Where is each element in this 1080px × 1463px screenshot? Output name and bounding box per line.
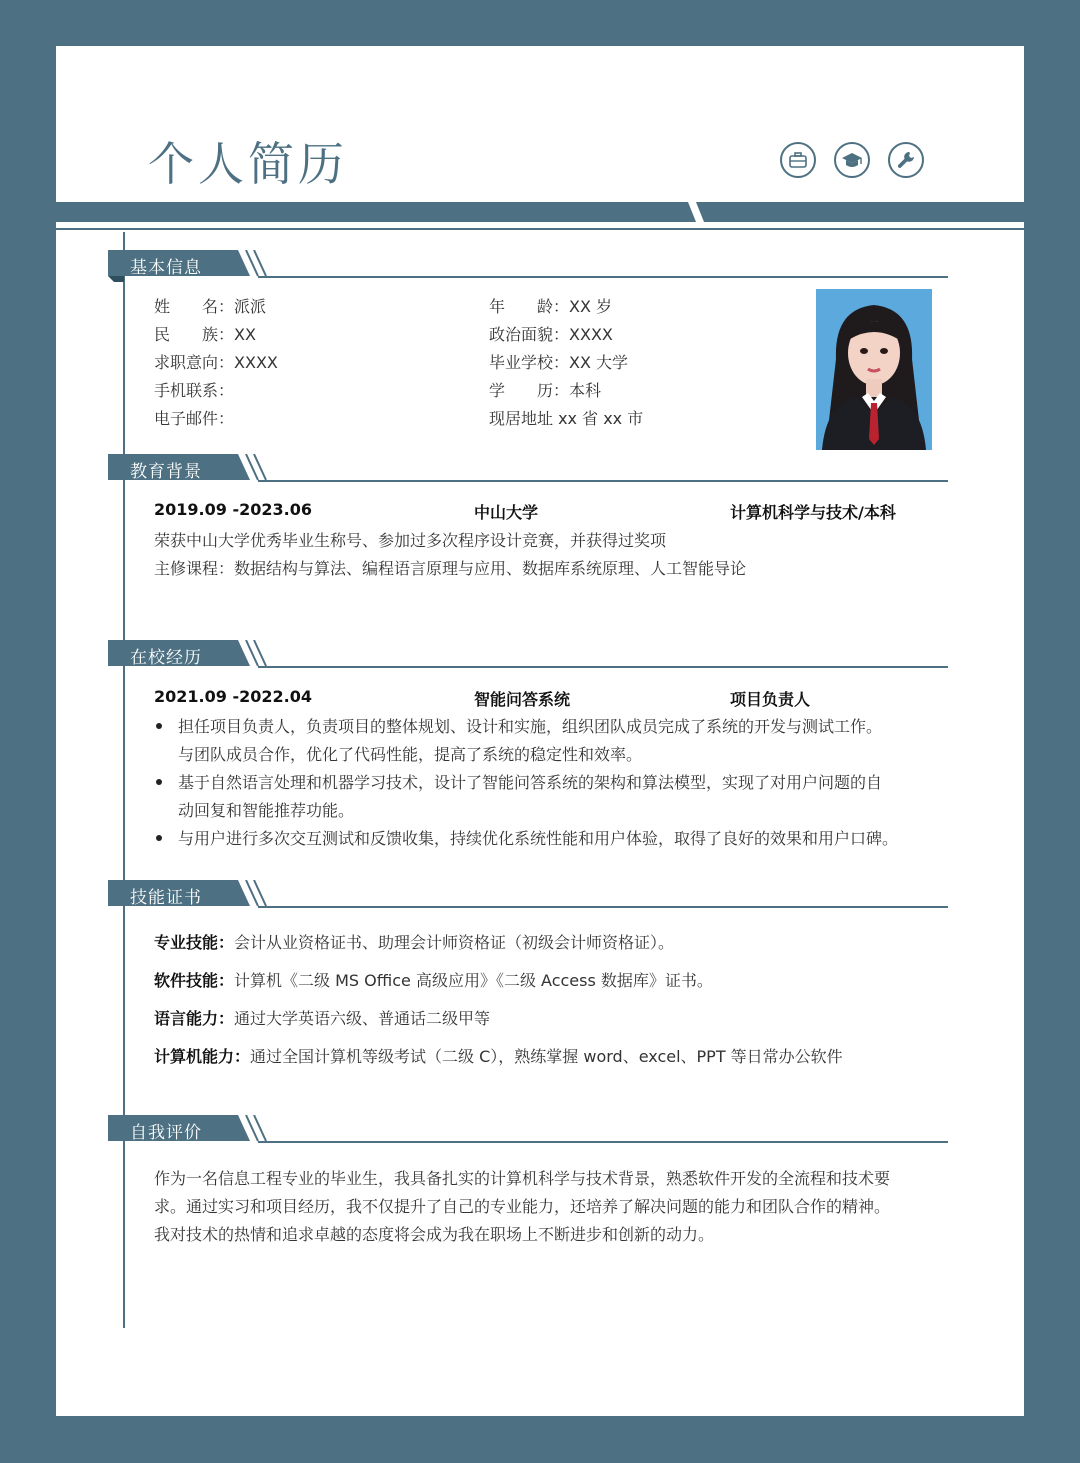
degree-label: 学 历： bbox=[489, 381, 570, 400]
school-row bbox=[489, 350, 628, 373]
section-header-campus bbox=[108, 640, 948, 672]
school-value: XX 大学 bbox=[569, 353, 629, 372]
ethnicity-value: XX bbox=[234, 325, 256, 344]
campus-bullet-2-line-1: 基于自然语言处理和机器学习技术，设计了智能问答系统的架构和算法模型，实现了对用户问题的自 bbox=[178, 773, 883, 792]
politics-row bbox=[489, 322, 613, 345]
campus-bullet-1-line-2: 与团队成员合作，优化了代码性能，提高了系统的稳定性和效率。 bbox=[178, 745, 643, 764]
politics-value: XXXX bbox=[569, 325, 613, 344]
email-row bbox=[154, 406, 234, 429]
bullet-dot bbox=[156, 723, 162, 729]
bullet-dot bbox=[156, 835, 162, 841]
section-header-education bbox=[108, 454, 948, 486]
degree-row bbox=[489, 378, 601, 401]
language-skills-value: 通过大学英语六级、普通话二级甲等 bbox=[234, 1009, 491, 1028]
name-row bbox=[154, 294, 266, 317]
education-major: 计算机科学与技术/本科 bbox=[730, 503, 896, 522]
section-title: 技能证书 bbox=[130, 888, 202, 908]
phone-label: 手机联系： bbox=[154, 381, 235, 400]
age-row bbox=[489, 294, 612, 317]
section-title: 自我评价 bbox=[130, 1123, 202, 1143]
section-divider bbox=[258, 480, 948, 482]
politics-label: 政治面貌： bbox=[489, 325, 570, 344]
section-divider bbox=[258, 666, 948, 668]
intent-label: 求职意向： bbox=[154, 353, 235, 372]
email-label: 电子邮件： bbox=[154, 409, 235, 428]
section-title: 在校经历 bbox=[130, 648, 202, 668]
intent-value: XXXX bbox=[234, 353, 278, 372]
self-eval-line-3: 我对技术的热情和追求卓越的态度将会成为我在职场上不断进步和创新的动力。 bbox=[154, 1225, 715, 1244]
campus-role: 项目负责人 bbox=[730, 690, 811, 709]
address-text: 现居地址 xx 省 xx 市 bbox=[489, 409, 644, 428]
self-eval-line-1: 作为一名信息工程专业的毕业生，我具备扎实的计算机科学与技术背景，熟悉软件开发的全流程和技术要 bbox=[154, 1169, 891, 1188]
computer-skills-label: 计算机能力： bbox=[154, 1047, 251, 1066]
professional-skills-value: 会计从业资格证书、助理会计师资格证（初级会计师资格证）。 bbox=[234, 933, 675, 952]
ethnicity-label: 民 族： bbox=[154, 325, 235, 344]
degree-value: 本科 bbox=[569, 381, 602, 400]
briefcase-icon bbox=[780, 142, 816, 178]
self-eval-line-2: 求。通过实习和项目经历，我不仅提升了自己的专业能力，还培养了解决问题的能力和团队合作的精神。 bbox=[154, 1197, 891, 1216]
age-value: XX 岁 bbox=[569, 297, 613, 316]
intent-row bbox=[154, 350, 278, 373]
campus-bullet-2-line-2: 动回复和智能推荐功能。 bbox=[178, 801, 355, 820]
header-band bbox=[56, 200, 1024, 234]
resume-page bbox=[56, 46, 1024, 1416]
section-divider bbox=[258, 1141, 948, 1143]
bullet-dot bbox=[156, 779, 162, 785]
computer-skills-value: 通过全国计算机等级考试（二级 C），熟练掌握 word、excel、PPT 等日常办公软件 bbox=[250, 1047, 843, 1066]
education-school: 中山大学 bbox=[474, 503, 539, 522]
school-label: 毕业学校： bbox=[489, 353, 570, 372]
name-value: 派派 bbox=[234, 297, 267, 316]
section-header-basic bbox=[108, 250, 948, 282]
section-header-skills bbox=[108, 880, 948, 912]
education-period: 2019.09 -2023.06 bbox=[154, 500, 312, 519]
language-skills-label: 语言能力： bbox=[154, 1009, 235, 1028]
ethnicity-row bbox=[154, 322, 256, 345]
language-skills-row bbox=[154, 1006, 490, 1029]
education-courses: 主修课程：数据结构与算法、编程语言原理与应用、数据库系统原理、人工智能导论 bbox=[154, 559, 747, 578]
education-honors: 荣获中山大学优秀毕业生称号、参加过多次程序设计竞赛，并获得过奖项 bbox=[154, 531, 667, 550]
computer-skills-row bbox=[154, 1044, 843, 1067]
section-divider bbox=[258, 276, 948, 278]
section-title: 教育背景 bbox=[130, 462, 202, 482]
age-label: 年 龄： bbox=[489, 297, 570, 316]
phone-row bbox=[154, 378, 234, 401]
profile-photo bbox=[816, 289, 932, 450]
page-title: 个人简历 bbox=[148, 137, 348, 191]
professional-skills-row bbox=[154, 930, 674, 953]
header-icons bbox=[780, 142, 924, 178]
section-title: 基本信息 bbox=[130, 258, 202, 278]
campus-period: 2021.09 -2022.04 bbox=[154, 687, 312, 706]
timeline-line bbox=[123, 232, 125, 1328]
section-divider bbox=[258, 906, 948, 908]
professional-skills-label: 专业技能： bbox=[154, 933, 235, 952]
name-label: 姓 名： bbox=[154, 297, 235, 316]
wrench-icon bbox=[888, 142, 924, 178]
software-skills-value: 计算机《二级 MS Office 高级应用》《二级 Access 数据库》证书。 bbox=[234, 971, 713, 990]
campus-project: 智能问答系统 bbox=[474, 690, 571, 709]
campus-bullet-1-line-1: 担任项目负责人，负责项目的整体规划、设计和实施，组织团队成员完成了系统的开发与测试工作。 bbox=[178, 717, 883, 736]
section-header-self bbox=[108, 1115, 948, 1147]
software-skills-label: 软件技能： bbox=[154, 971, 235, 990]
campus-bullet-3-line-1: 与用户进行多次交互测试和反馈收集，持续优化系统性能和用户体验，取得了良好的效果和用户口碑。 bbox=[178, 829, 899, 848]
graduation-cap-icon bbox=[834, 142, 870, 178]
software-skills-row bbox=[154, 968, 713, 991]
